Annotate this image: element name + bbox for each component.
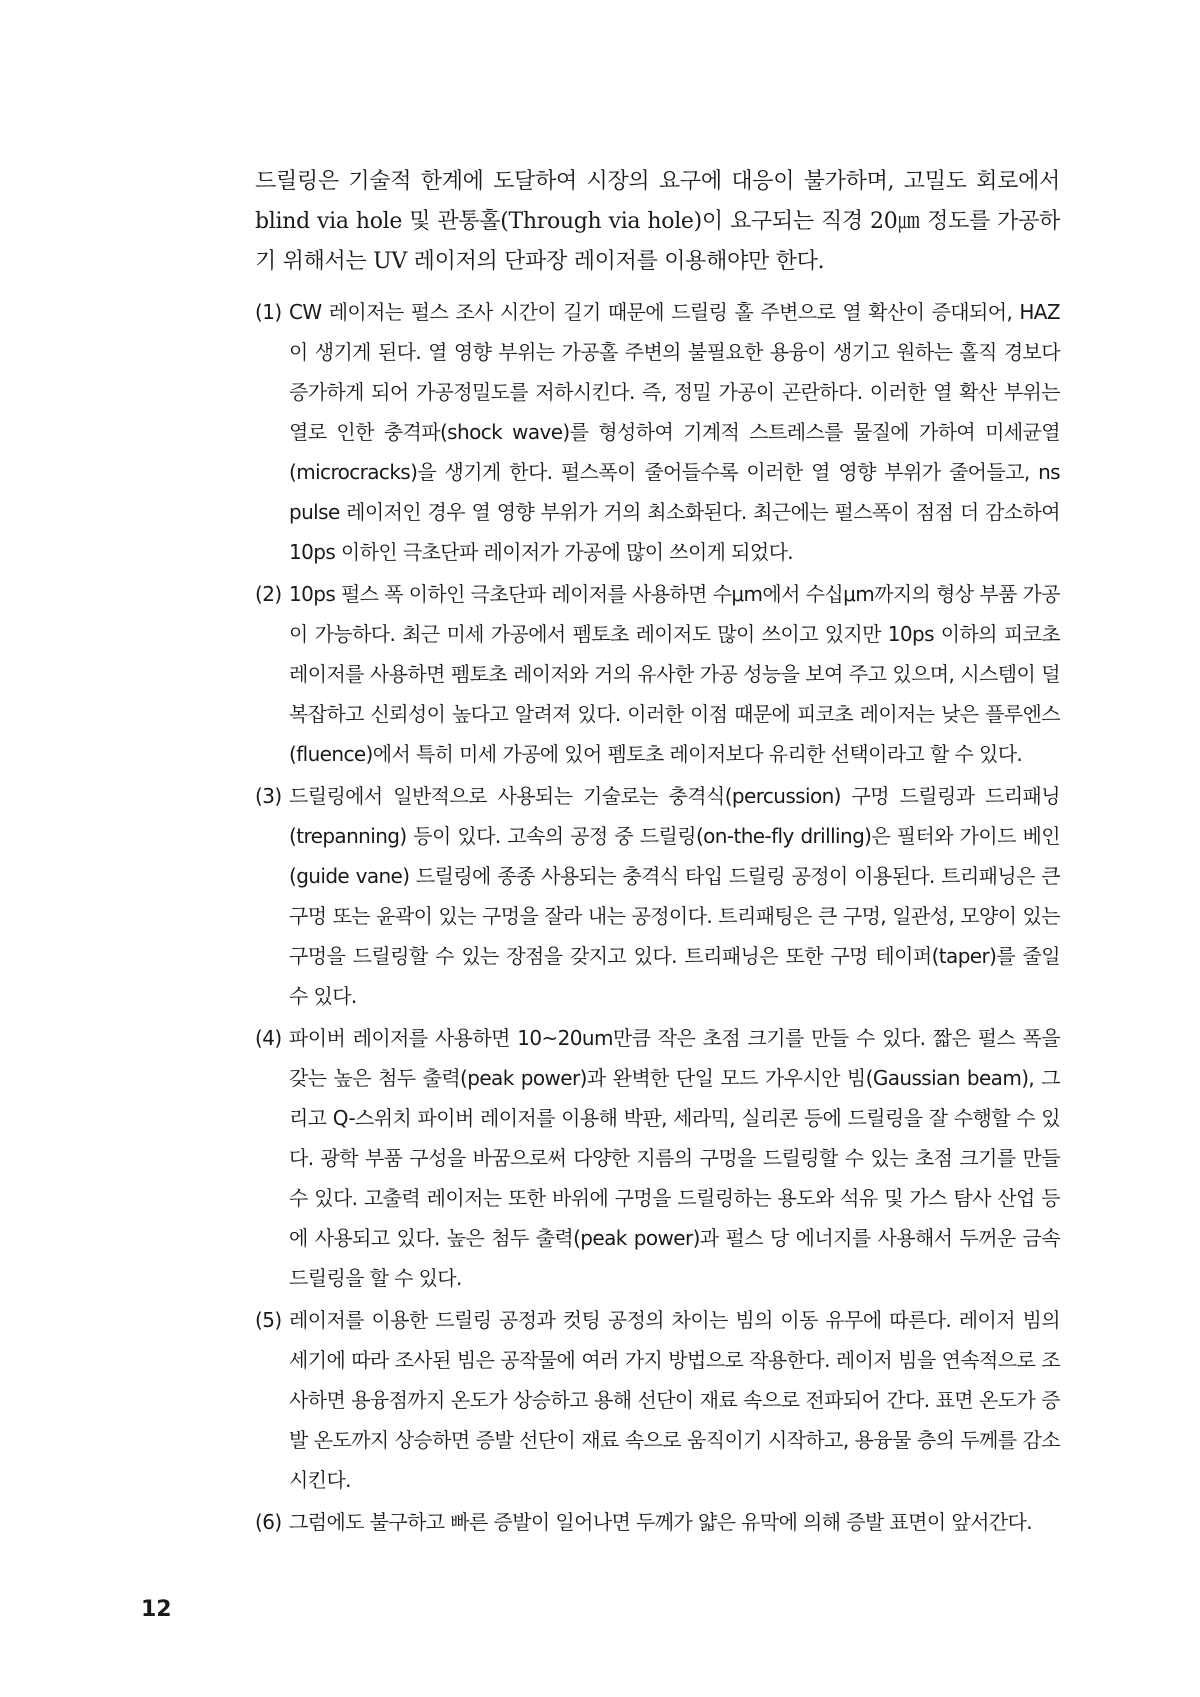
- numbered-list: [255, 292, 1060, 1544]
- item-text: 그럼에도 불구하고 빠른 증발이 일어나면 두께가 얇은 유막에 의해 증발 표면이 앞서간다.: [289, 1510, 1033, 1534]
- page-number: 12: [141, 1597, 172, 1622]
- item-text: CW 레이저는 펄스 조사 시간이 길기 때문에 드릴링 홀 주변으로 열 확산이 증대되어, HAZ이 생기게 된다. 열 영향 부위는 가공홀 주변의 불필요한 용융이 생기고 원하는 홀직 경보다 증가하게 되어 가공정밀도를 저하시킨다. 즉, 정밀 가공이 곤란하다. 이러한 열 확산 부위는 열로 인한 충격파(shock wave)를 형성하여 기계적 스트레스를 물질에 가하여 미세균열(microcracks)을 생기게 한다. 펄스폭이 줄어들수록 이러한 열 영향 부위가 줄어들고, ns pulse 레이저인 경우 열 영향 부위가 거의 최소화된다. 최근에는 펄스폭이 점점 더 감소하여 10ps 이하인 극초단파 레이저가 가공에 많이 쓰이게 되었다.: [289, 300, 1060, 564]
- item-number: (1): [255, 300, 282, 324]
- item-text: 레이저를 이용한 드릴링 공정과 컷팅 공정의 차이는 빔의 이동 유무에 따른다. 레이저 빔의 세기에 따라 조사된 빔은 공작물에 여러 가지 방법으로 작용한다. 레이저 빔을 연속적으로 조사하면 용융점까지 온도가 상승하고 용해 선단이 재료 속으로 전파되어 간다. 표면 온도가 증발 온도까지 상승하면 증발 선단이 재료 속으로 움직이기 시작하고, 용융물 층의 두께를 감소시킨다.: [289, 1308, 1060, 1492]
- item-number: (4): [255, 1026, 282, 1050]
- item-number: (6): [255, 1510, 282, 1534]
- item-number: (2): [255, 582, 282, 606]
- item-text: 파이버 레이저를 사용하면 10~20um만큼 작은 초점 크기를 만들 수 있다. 짧은 펄스 폭을 갖는 높은 첨두 출력(peak power)과 완벽한 단일 모드 가우시안 빔(Gaussian beam), 그리고 Q-스위치 파이버 레이저를 이용해 박판, 세라믹, 실리콘 등에 드릴링을 잘 수행할 수 있다. 광학 부품 구성을 바꿈으로써 다양한 지름의 구멍을 드릴링할 수 있는 초점 크기를 만들 수 있다. 고출력 레이저는 또한 바위에 구멍을 드릴링하는 용도와 석유 및 가스 탐사 산업 등에 사용되고 있다. 높은 첨두 출력(peak power)과 펄스 당 에너지를 사용해서 두꺼운 금속 드릴링을 할 수 있다.: [289, 1026, 1060, 1290]
- item-number: (3): [255, 784, 282, 808]
- intro-paragraph: 드릴링은 기술적 한계에 도달하여 시장의 요구에 대응이 불가하며, 고밀도 회로에서 blind via hole 및 관통홀(Through via hole)이 요구되는 직경 20㎛ 정도를 가공하기 위해서는 UV 레이저의 단파장 레이저를 이용해야만 한다.: [255, 169, 1060, 274]
- list-item: [255, 1502, 1060, 1542]
- list-item: [255, 292, 1060, 572]
- list-item: [255, 574, 1060, 774]
- item-number: (5): [255, 1308, 282, 1332]
- item-text: 10ps 펄스 폭 이하인 극초단파 레이저를 사용하면 수μm에서 수십μm까지의 형상 부품 가공이 가능하다. 최근 미세 가공에서 펨토초 레이저도 많이 쓰이고 있지만 10ps 이하의 피코초 레이저를 사용하면 펨토초 레이저와 거의 유사한 가공 성능을 보여 주고 있으며, 시스템이 덜 복잡하고 신뢰성이 높다고 알려져 있다. 이러한 이점 때문에 피코초 레이저는 낮은 플루엔스(fluence)에서 특히 미세 가공에 있어 펨토초 레이저보다 유리한 선택이라고 할 수 있다.: [289, 582, 1060, 766]
- list-item: [255, 1300, 1060, 1500]
- list-item: [255, 1018, 1060, 1298]
- list-item: [255, 776, 1060, 1016]
- item-text: 드릴링에서 일반적으로 사용되는 기술로는 충격식(percussion) 구멍 드릴링과 드리패닝(trepanning) 등이 있다. 고속의 공정 중 드릴링(on-the-fly drilling)은 필터와 가이드 베인(guide vane) 드릴링에 종종 사용되는 충격식 타입 드릴링 공정이 이용된다. 트리패닝은 큰 구멍 또는 윤곽이 있는 구멍을 잘라 내는 공정이다. 트리패팅은 큰 구멍, 일관성, 모양이 있는 구멍을 드릴링할 수 있는 장점을 갖지고 있다. 트리패닝은 또한 구멍 테이퍼(taper)를 줄일 수 있다.: [289, 784, 1060, 1008]
